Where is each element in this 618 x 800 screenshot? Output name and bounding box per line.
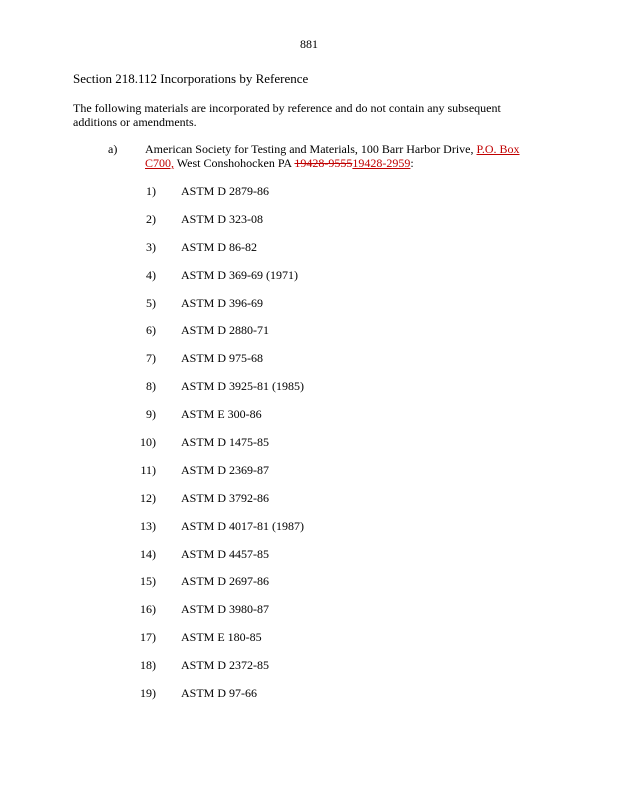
list-item	[0, 602, 618, 630]
item-a-text	[145, 142, 540, 170]
page-number: 881	[300, 37, 318, 51]
list-item-number: 8)	[146, 379, 156, 394]
list-item-number: 5)	[146, 295, 156, 310]
list-item	[0, 323, 618, 351]
list-item-number: 3)	[146, 239, 156, 254]
list-item	[0, 547, 618, 575]
deleted-zip: 19428-9555	[294, 156, 353, 170]
list-item	[0, 240, 618, 268]
list-item-standard: ASTM E 180-85	[181, 630, 262, 645]
list-item-number: 14)	[140, 546, 156, 561]
list-item	[0, 658, 618, 686]
list-item-standard: ASTM D 3792-86	[181, 490, 270, 505]
list-item	[0, 184, 618, 212]
list-item-standard: ASTM D 2369-87	[181, 462, 270, 477]
list-item	[0, 686, 618, 714]
list-item-number: 16)	[140, 602, 156, 617]
inserted-zip: 19428-2959	[352, 156, 411, 170]
list-item-standard: ASTM D 1475-85	[181, 435, 270, 450]
list-item-standard: ASTM D 3925-81 (1985)	[181, 379, 304, 394]
list-item-number: 15)	[140, 574, 156, 589]
list-item-number: 18)	[140, 658, 156, 673]
list-item	[0, 351, 618, 379]
item-a-text-end: :	[410, 156, 414, 170]
list-item-number: 11)	[140, 462, 156, 477]
list-item-number: 10)	[140, 435, 156, 450]
list-item-number: 9)	[146, 407, 156, 422]
list-item-standard: ASTM D 2880-71	[181, 323, 270, 338]
list-item-number: 1)	[146, 184, 156, 198]
list-item	[0, 574, 618, 602]
list-item-standard: ASTM D 3980-87	[181, 602, 270, 617]
list-item-standard: ASTM D 369-69 (1971)	[181, 267, 298, 282]
list-item-standard: ASTM D 323-08	[181, 211, 264, 226]
list-item-number: 13)	[140, 518, 156, 533]
list-item	[0, 630, 618, 658]
list-item	[0, 491, 618, 519]
list-item-standard: ASTM D 86-82	[181, 239, 258, 254]
item-a-text-before: American Society for Testing and Materials, 100 Barr Harbor Drive,	[145, 142, 477, 156]
item-a-text-middle: West Conshohocken PA	[174, 156, 295, 170]
list-item-standard: ASTM D 97-66	[181, 686, 258, 701]
intro-paragraph: The following materials are incorporated by reference and do not contain any subsequent additions or amendments.	[73, 101, 501, 129]
list-item-number: 6)	[146, 323, 156, 338]
list-item	[0, 463, 618, 491]
list-item-number: 17)	[140, 630, 156, 645]
list-item	[0, 435, 618, 463]
list-item	[0, 519, 618, 547]
list-item	[0, 268, 618, 296]
list-item-standard: ASTM E 300-86	[181, 407, 262, 422]
list-item-standard: ASTM D 4017-81 (1987)	[181, 518, 304, 533]
list-item-standard: ASTM D 2879-86	[181, 184, 270, 198]
list-item	[0, 407, 618, 435]
list-item-number: 12)	[140, 490, 156, 505]
list-item-number: 7)	[146, 351, 156, 366]
standards-list	[0, 184, 618, 714]
section-title: Section 218.112 Incorporations by Reference	[73, 71, 309, 86]
list-item-standard: ASTM D 4457-85	[181, 546, 270, 561]
list-item	[0, 212, 618, 240]
list-item-standard: ASTM D 2697-86	[181, 574, 270, 589]
list-item-number: 2)	[146, 211, 156, 226]
list-item-standard: ASTM D 396-69	[181, 295, 264, 310]
list-item-number: 19)	[140, 686, 156, 701]
list-item-standard: ASTM D 2372-85	[181, 658, 270, 673]
list-item-number: 4)	[146, 267, 156, 282]
item-a-label: a)	[108, 142, 118, 156]
list-item	[0, 379, 618, 407]
list-item-standard: ASTM D 975-68	[181, 351, 264, 366]
inserted-po-box: P.O. Box C700,	[145, 142, 520, 170]
list-item	[0, 296, 618, 324]
